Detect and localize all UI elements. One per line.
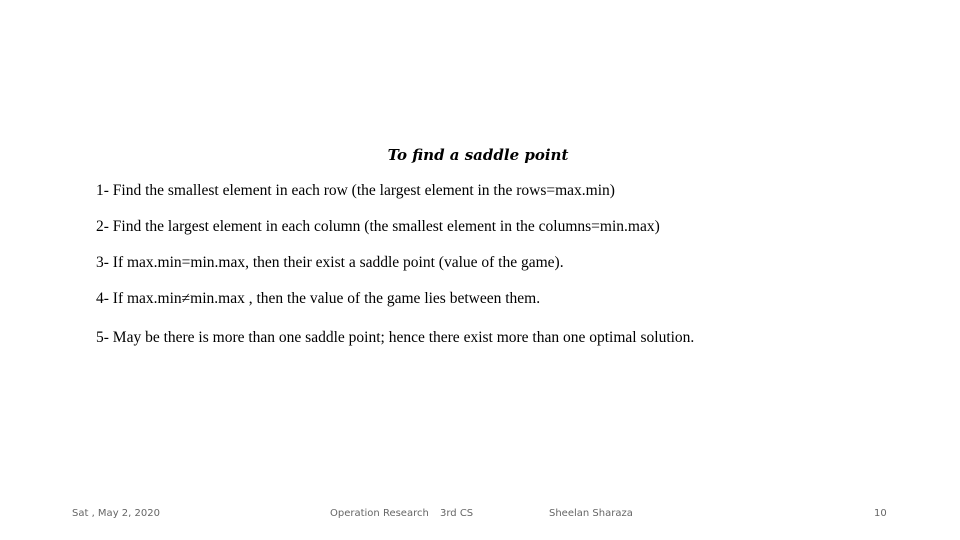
list-item-1: 1- Find the smallest element in each row (the largest element in the rows=max.min)	[96, 182, 615, 199]
footer-author: Sheelan Sharaza	[549, 508, 633, 519]
list-item-5: 5- May be there is more than one saddle point; hence there exist more than one optimal solution.	[96, 329, 695, 346]
slide-title: To find a saddle point	[387, 146, 569, 164]
list-item-2: 2- Find the largest element in each column (the smallest element in the columns=min.max)	[96, 218, 660, 235]
footer-course: Operation Research	[330, 508, 429, 519]
list-item-4: 4- If max.min≠min.max , then the value of the game lies between them.	[96, 290, 541, 307]
footer-class: 3rd CS	[440, 508, 474, 519]
list-item-3: 3- If max.min=min.max, then their exist a saddle point (value of the game).	[96, 254, 564, 271]
footer-date: Sat , May 2, 2020	[72, 508, 160, 519]
footer-page-number: 10	[874, 508, 887, 519]
